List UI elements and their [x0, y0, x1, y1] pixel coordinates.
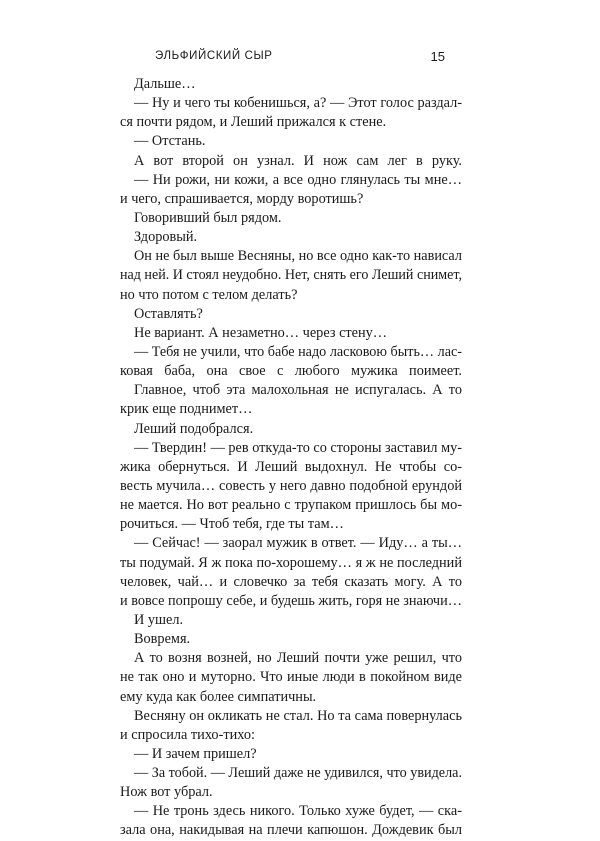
text-line: весть мучила… совесть у него давно подобной ерундой: [120, 477, 462, 494]
page-number: 15: [430, 49, 445, 64]
text-line: А вот второй он узнал. И нож сам лег в руку.: [134, 152, 462, 169]
text-line: А то возня возней, но Леший почти уже решил, что: [134, 650, 462, 667]
text-line: — За тобой. — Леший даже не удивился, что увидела.: [134, 765, 462, 782]
text-line: ты подумай. Я ж пока по-хорошему… я ж не последний: [120, 554, 462, 571]
text-line: — Ну и чего ты кобенишься, а? — Этот голос раздал-: [134, 95, 462, 112]
text-line: и чего, спрашивается, морду воротишь?: [120, 190, 364, 207]
text-line: но что потом с телом делать?: [120, 286, 298, 303]
text-line: — И зачем пришел?: [134, 745, 257, 762]
text-line: рочиться. — Чтоб тебя, где ты там…: [120, 516, 344, 533]
text-line: Дальше…: [134, 76, 196, 92]
text-line: Леший подобрался.: [134, 420, 254, 437]
text-line: не мается. Но вот реально с трупаком пришлось бы мо-: [120, 497, 462, 514]
text-line: — Отстань.: [134, 133, 206, 150]
text-line: человек, чай… и словечко за тебя сказать могу. А то: [120, 573, 462, 590]
text-line: и спросила тихо-тихо:: [120, 726, 255, 743]
text-line: — Тебя не учили, что бабе надо ласковою быть… лас-: [134, 343, 462, 360]
text-line: ему куда как более симпатичны.: [120, 688, 317, 705]
text-line: жика обернуться. И Леший выдохнул. Не чтобы со-: [120, 458, 462, 475]
text-line: ковая баба, она свое с любого мужика поимеет.: [120, 363, 462, 380]
text-line: — Сейчас! — заорал мужик в ответ. — Иду… а ты…: [134, 535, 462, 552]
text-line: Он не был выше Весняны, но все одно как-то нависал: [134, 248, 462, 265]
text-line: Говоривший был рядом.: [134, 209, 282, 226]
text-line: — Ни рожи, ни кожи, а все одно глянулась ты мне…: [134, 171, 462, 188]
text-line: Не вариант. А незаметно… через стену…: [134, 324, 388, 341]
text-line: И ушел.: [134, 611, 184, 628]
text-line: крик еще поднимет…: [120, 401, 253, 418]
text-line: Здоровый.: [134, 229, 198, 246]
text-line: — Не тронь здесь никого. Только хуже будет, — ска-: [134, 803, 462, 820]
text-line: Вовремя.: [134, 631, 191, 648]
text-line: — Твердин! — рев откуда-то со стороны заставил му-: [134, 439, 462, 456]
text-line: над ней. И стоял неудобно. Нет, снять его Леший снимет,: [120, 267, 462, 284]
text-line: Нож вот убрал.: [120, 784, 213, 801]
text-line: Весняну он окликать не стал. Но та сама повернулась: [134, 707, 462, 724]
body-text: [120, 75, 462, 841]
chapter-title: ЭЛЬФИЙСКИЙ СЫР: [155, 50, 273, 62]
text-line: и вовсе попрошу себе, и будешь жить, горя не знаючи…: [120, 592, 462, 609]
text-line: зала она, накидывая на плечи капюшон. Дождевик был: [120, 822, 462, 839]
text-line: Главное, чтоб эта малохольная не испугалась. А то: [134, 382, 462, 399]
text-line: ся почти рядом, и Леший прижался к стене.: [120, 114, 387, 131]
text-line: не так оно и муторно. Что иные люди в покойном виде: [120, 669, 462, 686]
running-head: [155, 50, 445, 70]
text-line: Оставлять?: [134, 305, 203, 322]
